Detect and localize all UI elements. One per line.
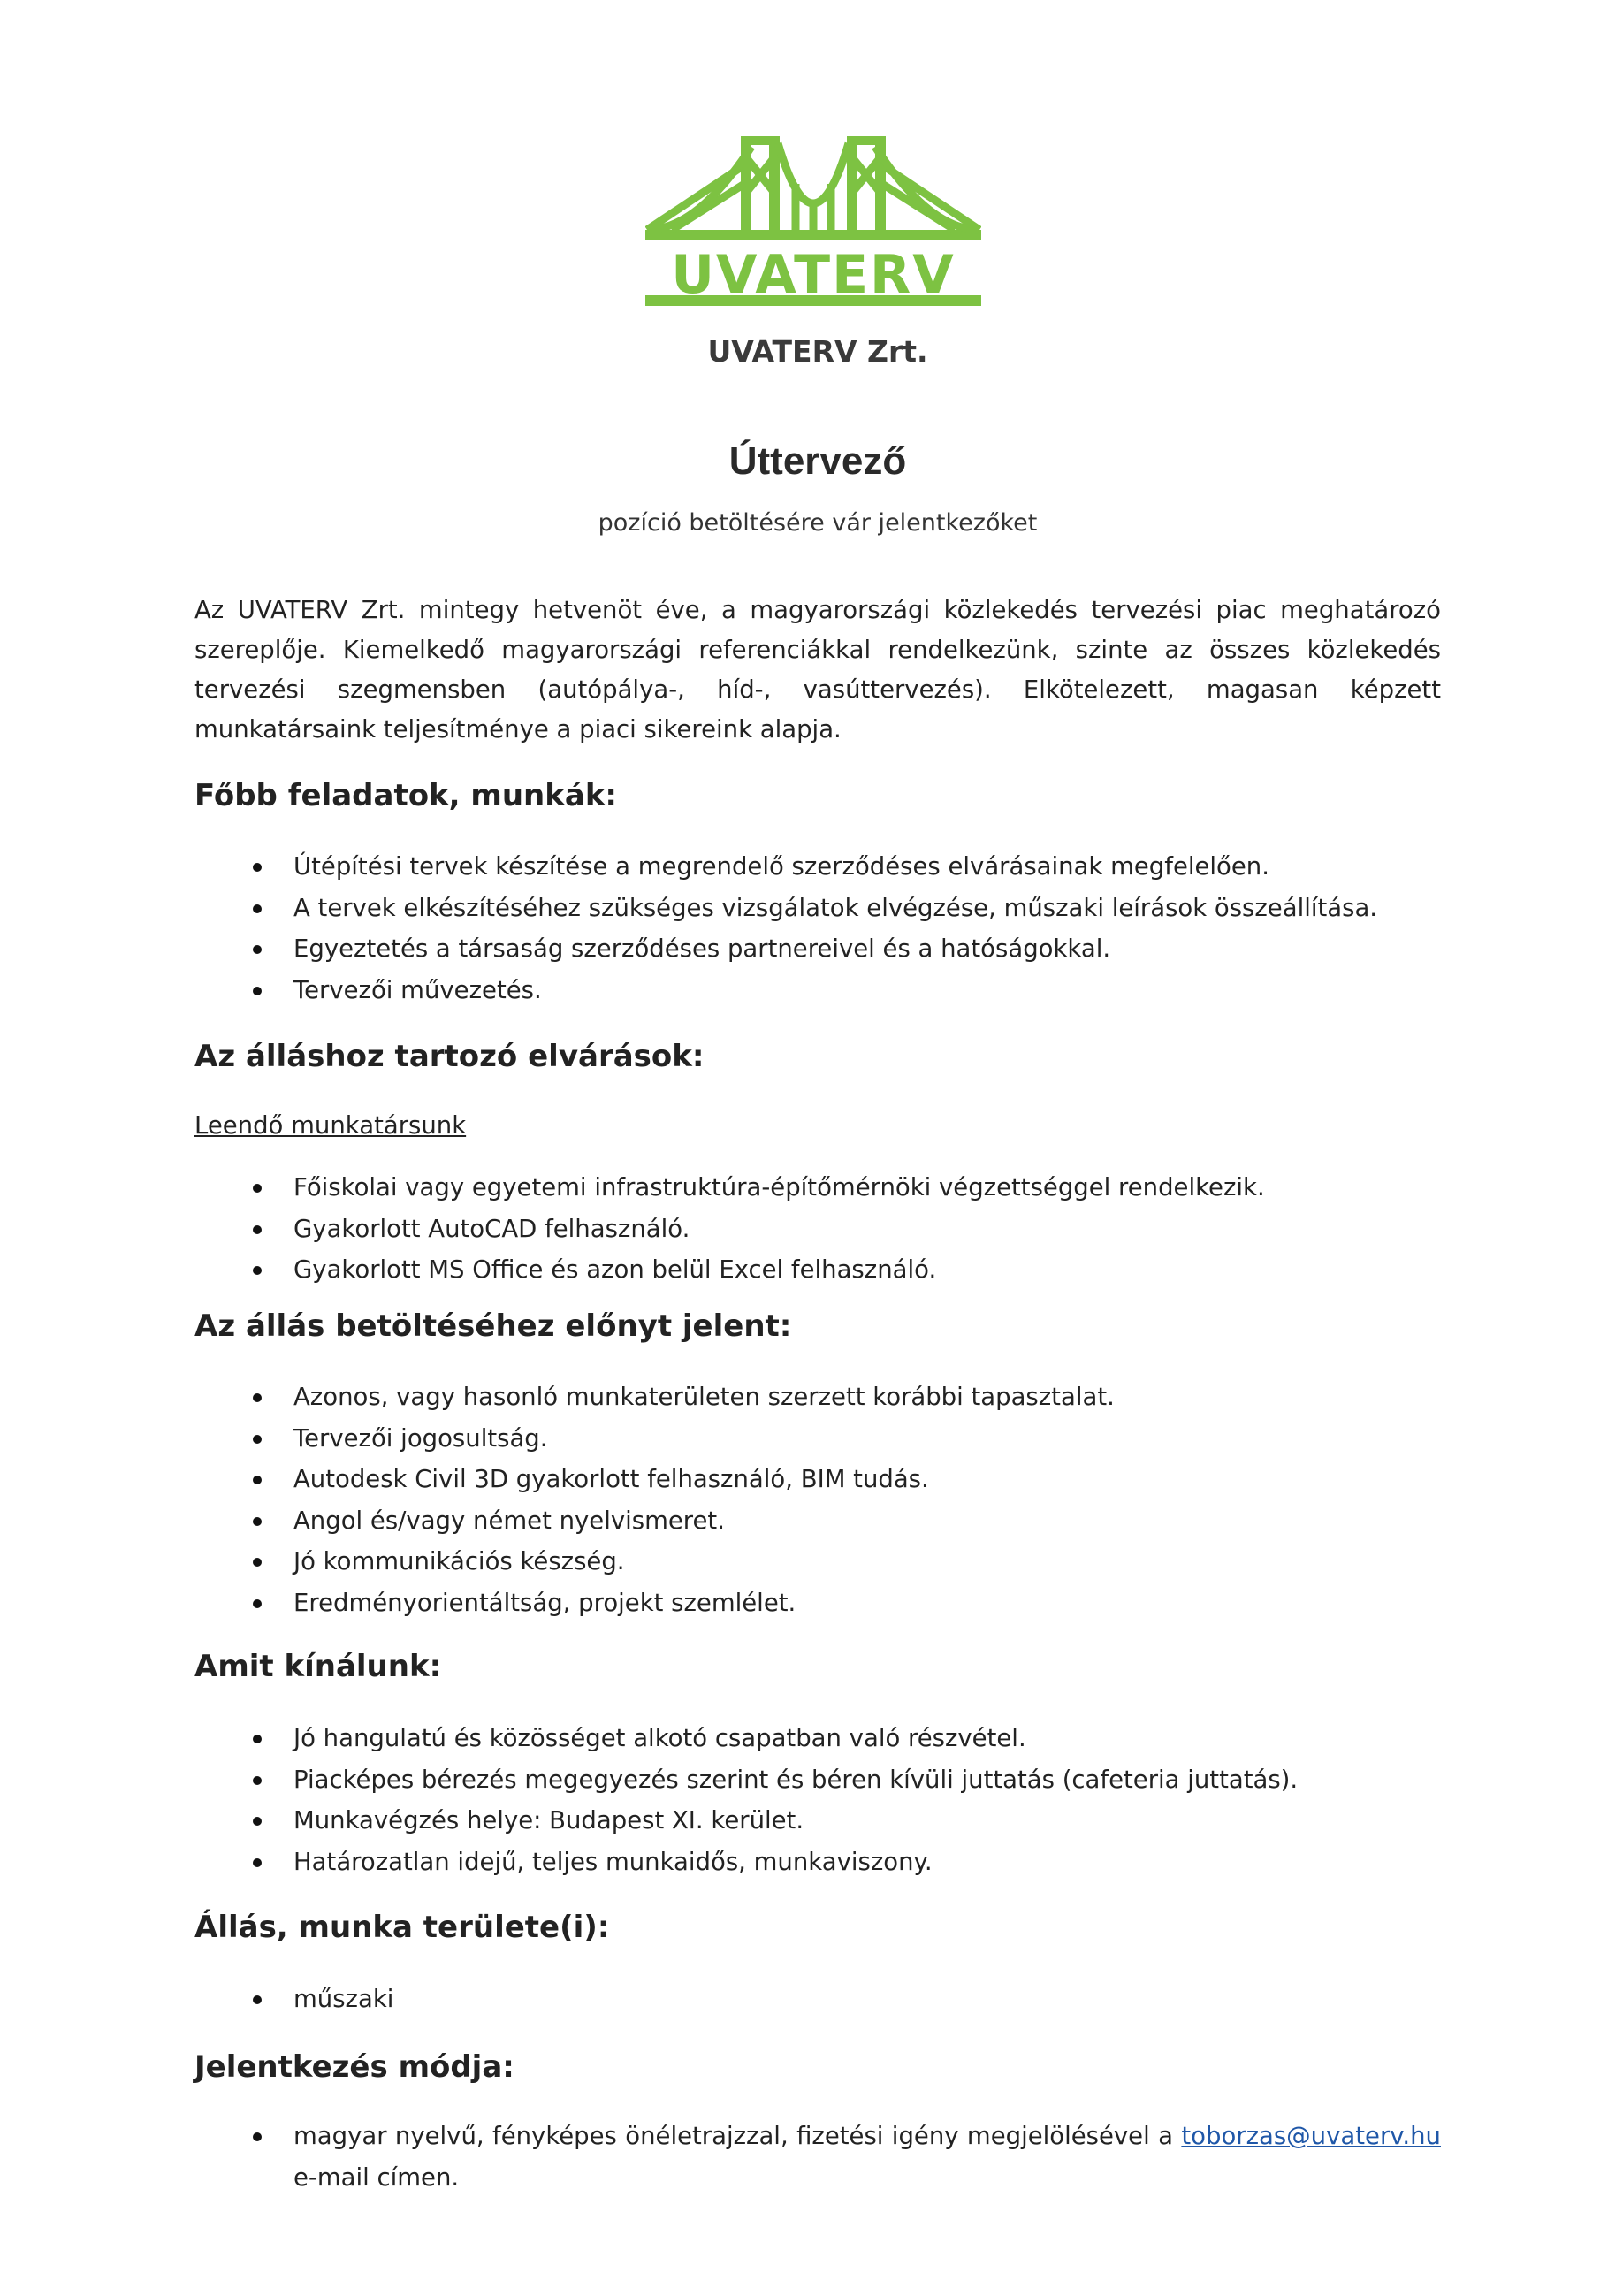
list-advantages [194,1377,1441,1623]
heading-requirements: Az álláshoz tartozó elvárások: [194,1039,705,1074]
logo-text: UVATERV [671,244,956,306]
company-name: UVATERV Zrt. [707,334,928,369]
heading-area: Állás, munka területe(i): [194,1910,610,1945]
uvaterv-logo [645,131,981,317]
list-item: A tervek elkészítéséhez szükséges vizsgálatok elvégzése, műszaki leírások összeállítása. [194,888,1441,929]
job-subtitle: pozíció betöltésére vár jelentkezőket [598,509,1038,537]
list-item: Gyakorlott MS Office és azon belül Excel felhasználó. [194,1249,1441,1291]
heading-tasks: Főbb feladatok, munkák: [194,778,618,813]
list-item: Tervezői művezetés. [194,970,1441,1011]
apply-text-before: magyar nyelvű, fényképes önéletrajzzal, fizetési igény megjelölésével a [293,2122,1182,2150]
apply-instructions [194,2116,1441,2198]
list-item: Jó hangulatú és közösséget alkotó csapatban való részvétel. [194,1718,1441,1759]
list-item: Eredményorientáltság, projekt szemlélet. [194,1583,1441,1624]
requirements-subheading: Leendő munkatársunk [194,1111,467,1140]
heading-apply: Jelentkezés módja: [194,2049,514,2085]
list-item: Angol és/vagy német nyelvismeret. [194,1500,1441,1542]
intro-paragraph: Az UVATERV Zrt. mintegy hetvenöt éve, a magyarországi közlekedés tervezési piac meghatározó szereplője. Kiemelkedő magyarországi referenciákkal rendelkezünk, szinte az összes közlekedés tervezési szegmensben (autópálya-, híd-, vasúttervezés). Elkötelezett, magasan képzett munkatársaink teljesítménye a piaci sikereink alapja. [194,596,1441,744]
list-item: Útépítési tervek készítése a megrendelő szerződéses elvárásainak megfelelően. [194,846,1441,888]
list-area [194,1979,1441,2020]
list-item: Munkavégzés helye: Budapest XI. kerület. [194,1800,1441,1842]
list-item: Piacképes bérezés megegyezés szerint és béren kívüli juttatás (cafeteria juttatás). [194,1759,1441,1801]
list-item: Azonos, vagy hasonló munkaterületen szerzett korábbi tapasztalat. [194,1377,1441,1418]
email-link[interactable]: toborzas@uvaterv.hu [1181,2122,1441,2150]
list-item: Tervezői jogosultság. [194,1418,1441,1460]
list-offer [194,1718,1441,1882]
heading-offer: Amit kínálunk: [194,1649,442,1684]
list-item: Jó kommunikációs készség. [194,1541,1441,1583]
bridge-logo-icon [645,131,981,317]
list-item: Gyakorlott AutoCAD felhasználó. [194,1209,1441,1250]
list-tasks [194,846,1441,1011]
list-item: Autodesk Civil 3D gyakorlott felhasználó, BIM tudás. [194,1459,1441,1500]
list-apply [194,2116,1441,2198]
list-item: műszaki [194,1979,1441,2020]
job-title: Úttervező [728,439,907,483]
heading-advantages: Az állás betöltéséhez előnyt jelent: [194,1308,792,1344]
apply-text-after: e-mail címen. [293,2163,460,2192]
list-requirements [194,1167,1441,1291]
list-item: Főiskolai vagy egyetemi infrastruktúra-építőmérnöki végzettséggel rendelkezik. [194,1167,1441,1209]
list-item: Határozatlan idejű, teljes munkaidős, munkaviszony. [194,1842,1441,1883]
list-item: Egyeztetés a társaság szerződéses partnereivel és a hatóságokkal. [194,928,1441,970]
